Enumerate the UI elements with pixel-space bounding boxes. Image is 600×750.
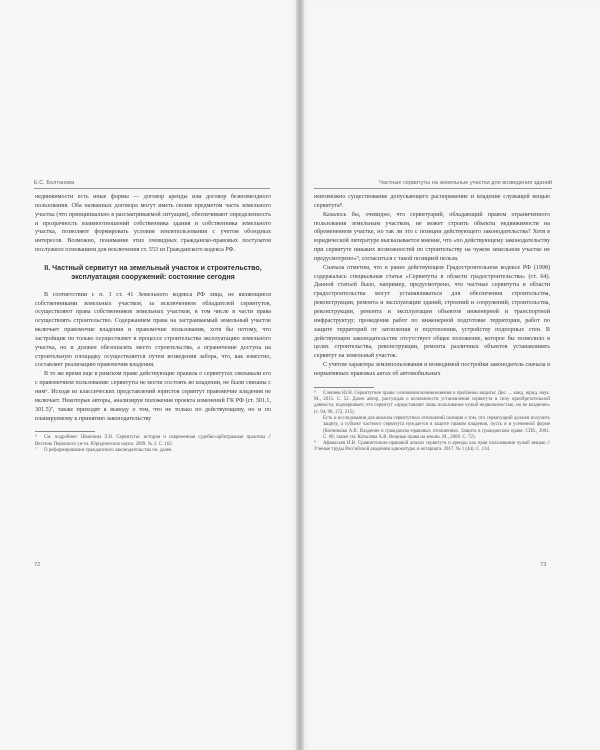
left-page-body — [35, 193, 271, 454]
running-header-right: Частные сервитуты на земельные участки для возведения зданий — [314, 180, 552, 189]
paragraph: недвижимости есть иные формы — договор аренды или договор безвозмездного пользования. Оба названных договора могут иметь своим предметом часть земельного участка (что принципиально в рассматриваемой ситуации), обеспечивают определенность и прозрачность взаимоотношений собственника здания и собственника земельного участка, позволяют формировать условия землепользования с учетом обоюдных интересов. Возможно, понимание этих очевидных гражданско-правовых постулатов послужило основанием для исключения ст. 553 из Гражданского кодекса РФ. — [35, 194, 271, 254]
right-page-body — [314, 193, 550, 454]
footnote-text-continued: Есть и исследования для анализа сервитутных отношений позиция о том, что сервитуарий должен получить защиту, а субъект частного сервитута нуждается в защите правом владения, пусть и в усеченной форме (Конникова А.В. Владение в гражданско-правовых отношениях. Защита в гражданском праве. СПб., 2001. С. 68; также см: Котылева А.В. Вещные права на землю. М., 2000. С. 72). — [323, 415, 550, 440]
footnote-8 — [314, 391, 550, 441]
page-number-right: 73 — [540, 562, 547, 568]
paragraph: С учетом характера землепользования и возводимой постройки законодатель сначала в нормативных правовых актах об автомобильных — [314, 362, 550, 377]
book-gutter — [296, 0, 304, 750]
footnote-9 — [314, 441, 550, 454]
footnote-text: О реформировании гражданского законодательства см. далее. — [44, 447, 173, 453]
running-header-left: Е.С. Болтанова — [34, 180, 270, 189]
footnote-separator — [35, 431, 95, 432]
footnote-number: ⁶ — [35, 435, 37, 441]
footnote-number: ⁹ — [314, 441, 316, 447]
paragraph: В то же время еще в римском праве действующие правила о сервитутах связывали его с правомочием пользования: сервитуты не могли состоять во владении, не были связаны с ним⁶. Исходя из классических представлений юристов сервитут правомочие владения не включает. Некоторые авторы, анализируя положения проекта изменений ГК РФ (ст. 301.1, 301.5)⁷, также приходят к выводу о том, что не только по действующему, но и по планируемому к принятию законодательству — [35, 371, 271, 422]
page-number-left: 72 — [34, 562, 41, 568]
right-page — [300, 0, 600, 750]
paragraph: Казалось бы, очевидно, что сервитуарий, обладающий правом ограниченного пользования земельным участком, не может строить объекты недвижимости на обремененном участке, но так ли это с позиции действующего законодательства? Хотя в юридической литературе высказывается мнение, что «по действующему законодательству при сервитуте никаких возможностей по строительству на чужом земельном участке не предусмотрено»⁹, согласиться с такой позицией нельзя. — [314, 211, 550, 262]
footnote-number: ⁷ — [35, 447, 37, 453]
paragraph: невозможно существование допускающего распоряжение и владение служащей вещью сервитута⁸. — [314, 194, 550, 209]
footnote-text: Афанасьев И.В. Сравнительно-правовой анализ сервитута и аренды как прав пользования чужой вещью // Ученые труды Российской академии адвокатуры и нотариата. 2017. № 1 (44). С. 134. — [314, 441, 550, 453]
paragraph: В соответствии с п. 1 ст. 41 Земельного кодекса РФ лица, не являющиеся собственниками земельных участков, за исключением обладателей сервитутов, осуществляют права собственников земельных участков, в том числе в части права осуществлять строительство. Содержанием права на застраиваемый земельный участок включает правомочие владения и правомочие пользования, хотя бы потому, что застройщик по только осуществляет в процессе строительства эксплуатацию земельного участка, но и должен обезопасить место строительства, а ограничение доступа на строительную площадку осуществляется путем возведения забора, что, как известно, составляет реализацию правомочия владения. — [35, 291, 271, 369]
footnote-text: См. подробнее: Шмонина Л.В. Сервитуты: история и современная судебно-арбитражная практика // Вестник Пермского ун-та. Юридические науки. 2009. № 2. С. 162. — [35, 435, 271, 447]
footnote-separator — [314, 387, 374, 388]
footnote-6 — [35, 435, 271, 448]
paragraph: Сначала отметим, что в ранее действующем Градостроительном кодексе РФ (1998) содержалась специальная статья «Сервитуты в области градостроительства» (ст. 64). Данной статьей было, например, предусмотрено, что частные сервитуты в области градостроительства могут устанавливаться для обеспечения строительства, реконструкции, ремонта и эксплуатации зданий, строений и сооружений; строительства, реконструкции, ремонта и эксплуатации объектов инженерной и транспортной инфраструктур; проведения работ по инженерной подготовке территории, работ по защите территорий от затопления и подтопления, устройству подпорных стен. В действующем законодательстве отсутствует общее положение, которое бы позволило в целях строительства, реконструкции, ремонта различных объектов устанавливать сервитут на земельный участок. — [314, 264, 550, 360]
footnote-text: Слепнев Ю.Н. Сервитутное право: основания возникновения и проблемы защиты: Дис. ... канд. юрид. наук. М., 2015. С. 52. Далее автор, рассуждая о возможности установления сервитута в силу приобретательной давности, подчеркивает, что сервитут «представляет лишь пользование чужой недвижимостью, но не владение» (с. 94, 98, 172, 215). — [314, 390, 550, 415]
section-heading: II. Частный сервитут на земельный участок и строительство, эксплуатация сооружений: состояние сегодня — [44, 263, 262, 282]
footnote-7 — [35, 448, 271, 454]
footnote-number: ⁸ — [314, 390, 316, 396]
